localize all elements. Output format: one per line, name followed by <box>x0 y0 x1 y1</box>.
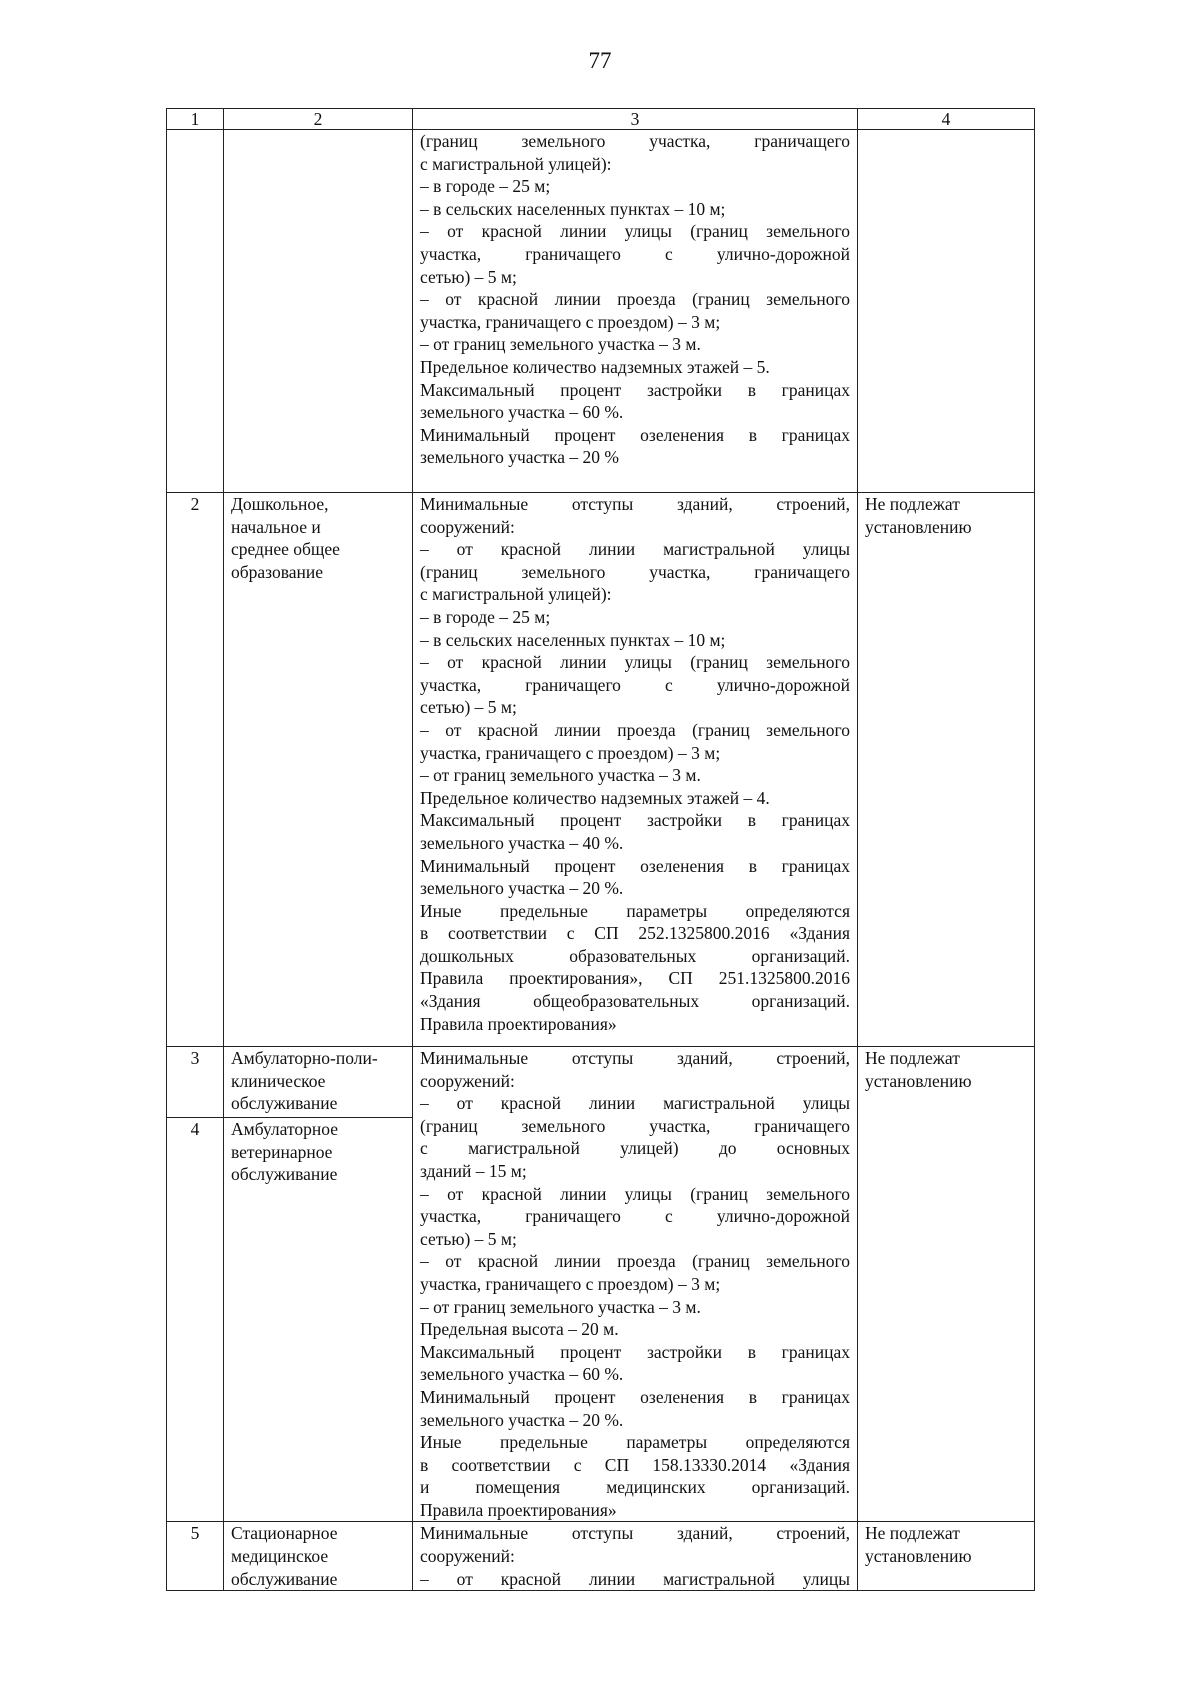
parameters-cell <box>413 1047 858 1522</box>
text-line: (границ земельного участка, граничащего <box>420 1115 850 1136</box>
text-line: в соответствии с СП 252.1325800.2016 «Здания <box>420 923 850 944</box>
text-line: сооружений: <box>420 516 515 537</box>
text-line: начальное и <box>231 516 321 537</box>
text-line: Амбулаторное <box>231 1119 338 1139</box>
text-line: Минимальные отступы зданий, строений, <box>420 494 850 514</box>
text-line: с магистральной улицей): <box>420 153 612 174</box>
text-line: ветеринарное <box>231 1141 333 1162</box>
text-line: земельного участка – 60 %. <box>420 402 624 423</box>
zoning-parameters-table <box>166 108 1035 1591</box>
parameters-cell <box>413 130 858 493</box>
text-line: (границ земельного участка, граничащего <box>420 131 850 151</box>
text-line: Минимальный процент озеленения в границах <box>420 855 850 876</box>
text-line: Минимальный процент озеленения в границах <box>420 1386 850 1407</box>
text-line: Максимальный процент застройки в границах <box>420 810 850 831</box>
row-number: 5 <box>167 1522 224 1591</box>
table-row <box>167 130 1035 493</box>
text-line: Минимальный процент озеленения в границах <box>420 424 850 445</box>
text-line: образование <box>231 561 324 582</box>
text-line: обслуживание <box>231 1568 338 1589</box>
text-line: участка, граничащего с улично-дорожной <box>420 243 850 264</box>
text-line: Амбулаторно-поли- <box>231 1048 378 1068</box>
text-line: Предельная высота – 20 м. <box>420 1319 619 1340</box>
text-line: участка, граничащего с улично-дорожной <box>420 1206 850 1227</box>
note-cell: Не подлежат установлению <box>858 493 1035 1047</box>
text-line: сетью) – 5 м; <box>420 266 517 287</box>
land-use-name <box>224 130 413 493</box>
row-number <box>167 130 224 493</box>
text-line: – от красной линии магистральной улицы <box>420 539 850 560</box>
text-line: Максимальный процент застройки в границах <box>420 379 850 400</box>
text-line: земельного участка – 20 %. <box>420 1409 624 1430</box>
text-line: земельного участка – 40 %. <box>420 832 624 853</box>
text-line: сооружений: <box>420 1546 515 1567</box>
text-line: – от красной линии проезда (границ земельного <box>420 1251 850 1272</box>
row-number: 4 <box>167 1118 224 1522</box>
text-line: – от красной линии проезда (границ земельного <box>420 719 850 740</box>
header-col-2: 2 <box>224 109 413 130</box>
header-col-1: 1 <box>167 109 224 130</box>
text-line: – от красной линии улицы (границ земельного <box>420 221 850 242</box>
page-number: 77 <box>588 48 612 73</box>
text-line: земельного участка – 20 %. <box>420 878 624 899</box>
text-line: Правила проектирования» <box>420 1013 617 1034</box>
text-line: участка, граничащего с проездом) – 3 м; <box>420 311 721 332</box>
text-line: дошкольных образовательных организаций. <box>420 945 850 966</box>
header-row <box>167 109 1035 130</box>
text-line: Максимальный процент застройки в границах <box>420 1341 850 1362</box>
text-line: Минимальные отступы зданий, строений, <box>420 1048 850 1068</box>
text-line: Иные предельные параметры определяются <box>420 1432 850 1453</box>
text-line: – в городе – 25 м; <box>420 176 551 197</box>
text-line: сетью) – 5 м; <box>420 697 517 718</box>
land-use-name <box>224 493 413 1047</box>
text-line: среднее общее <box>231 539 340 560</box>
text-line: обслуживание <box>231 1093 338 1114</box>
text-line: (границ земельного участка, граничащего <box>420 561 850 582</box>
text-line: в соответствии с СП 158.13330.2014 «Здания <box>420 1454 850 1475</box>
text-line: обслуживание <box>231 1164 338 1185</box>
note-cell: Не подлежат установлению <box>858 1522 1035 1591</box>
text-line: – от красной линии магистральной улицы <box>420 1568 850 1589</box>
land-use-name <box>224 1047 413 1118</box>
text-line: Предельное количество надземных этажей – 5. <box>420 356 770 377</box>
parameters-cell <box>413 1522 858 1591</box>
land-use-name <box>224 1118 413 1522</box>
text-line: клиническое <box>231 1070 326 1091</box>
text-line: с магистральной улицей): <box>420 584 612 605</box>
text-line: Предельное количество надземных этажей – 4. <box>420 787 770 808</box>
text-line: – в сельских населенных пунктах – 10 м; <box>420 629 726 650</box>
row-number: 3 <box>167 1047 224 1118</box>
text-line: – от красной линии улицы (границ земельного <box>420 652 850 673</box>
header-col-4: 4 <box>858 109 1035 130</box>
note-cell <box>858 130 1035 493</box>
land-use-name <box>224 1522 413 1591</box>
header-col-3: 3 <box>413 109 858 130</box>
text-line: и помещения медицинских организаций. <box>420 1477 850 1498</box>
text-line: – от красной линии проезда (границ земельного <box>420 289 850 310</box>
text-line: сооружений: <box>420 1070 515 1091</box>
text-line: сетью) – 5 м; <box>420 1228 517 1249</box>
text-line: медицинское <box>231 1546 329 1567</box>
text-line: – от красной линии улицы (границ земельного <box>420 1183 850 1204</box>
note-cell: Не подлежат установлению <box>858 1047 1035 1522</box>
text-line: Иные предельные параметры определяются <box>420 900 850 921</box>
table-row <box>167 1047 1035 1118</box>
text-line: зданий – 15 м; <box>420 1160 527 1181</box>
text-line: участка, граничащего с проездом) – 3 м; <box>420 1273 721 1294</box>
parameters-cell <box>413 493 858 1047</box>
text-line: Правила проектирования» <box>420 1499 617 1520</box>
text-line: «Здания общеобразовательных организаций. <box>420 991 850 1012</box>
text-line: участка, граничащего с проездом) – 3 м; <box>420 742 721 763</box>
text-line: земельного участка – 20 % <box>420 447 619 468</box>
text-line: Минимальные отступы зданий, строений, <box>420 1523 850 1544</box>
text-line: – от границ земельного участка – 3 м. <box>420 334 701 355</box>
text-line: Правила проектирования», СП 251.1325800.2016 <box>420 968 850 989</box>
table-row <box>167 1522 1035 1591</box>
text-line: Стационарное <box>231 1523 338 1544</box>
text-line: с магистральной улицей) до основных <box>420 1138 850 1159</box>
row-number: 2 <box>167 493 224 1047</box>
text-line: земельного участка – 60 %. <box>420 1364 624 1385</box>
table-row <box>167 493 1035 1047</box>
text-line: – в сельских населенных пунктах – 10 м; <box>420 198 726 219</box>
text-line: участка, граничащего с улично-дорожной <box>420 674 850 695</box>
text-line: – в городе – 25 м; <box>420 606 551 627</box>
text-line: – от границ земельного участка – 3 м. <box>420 1296 701 1317</box>
text-line: – от границ земельного участка – 3 м. <box>420 765 701 786</box>
text-line: – от красной линии магистральной улицы <box>420 1093 850 1114</box>
text-line: Дошкольное, <box>231 494 329 514</box>
